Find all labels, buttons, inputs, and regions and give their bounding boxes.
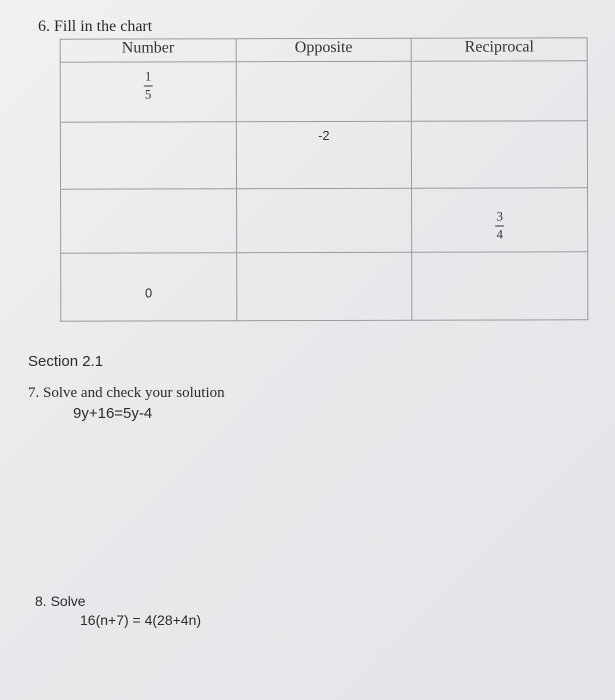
number-value: 0 [144, 285, 153, 301]
table-row [60, 121, 587, 189]
fraction [495, 210, 504, 242]
table-row [60, 61, 587, 122]
header-opposite: Opposite [236, 38, 412, 61]
cell-reciprocal[interactable] [412, 188, 588, 252]
question-7-equation: 9y+16=5y-4 [73, 405, 153, 422]
cell-number[interactable] [61, 253, 237, 321]
cell-opposite[interactable] [236, 121, 412, 188]
fraction-numerator: 3 [496, 208, 504, 224]
cell-number[interactable] [60, 122, 236, 189]
fraction-numerator: 1 [144, 68, 152, 84]
cell-opposite[interactable] [236, 188, 412, 252]
cell-reciprocal[interactable] [412, 61, 588, 121]
table-row [61, 188, 588, 253]
section-heading: Section 2.1 [28, 353, 104, 370]
cell-reciprocal[interactable] [412, 121, 588, 188]
question-8-title: 8. Solve [35, 593, 86, 609]
cell-opposite[interactable] [236, 252, 412, 320]
question-6-title: 6. Fill in the chart [38, 18, 153, 35]
chart-header-row [60, 38, 587, 62]
question-8-equation: 16(n+7) = 4(28+4n) [80, 612, 202, 628]
cell-number[interactable] [61, 189, 237, 253]
fraction-denominator: 5 [144, 86, 152, 102]
question-7-title: 7. Solve and check your solution [28, 385, 225, 401]
fill-in-chart [60, 37, 589, 321]
header-reciprocal: Reciprocal [411, 38, 587, 61]
fraction-denominator: 4 [496, 226, 504, 242]
cell-number[interactable] [60, 62, 236, 122]
cell-reciprocal[interactable] [412, 252, 588, 320]
table-row [61, 252, 588, 321]
cell-opposite[interactable] [236, 61, 412, 121]
fraction [144, 69, 153, 101]
opposite-value: -2 [318, 127, 330, 144]
header-number: Number [60, 39, 236, 62]
